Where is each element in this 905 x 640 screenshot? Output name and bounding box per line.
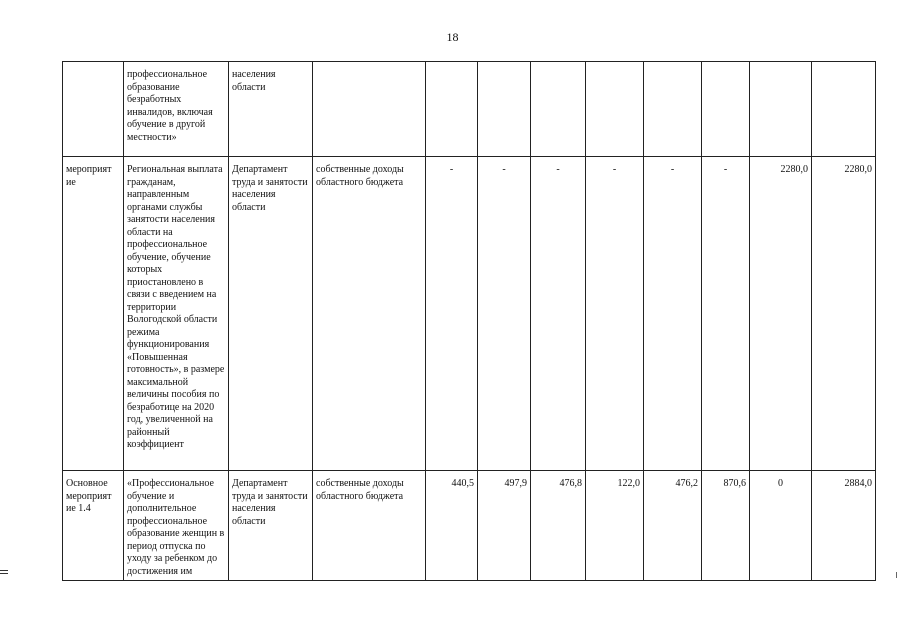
value-cell: - — [426, 157, 478, 471]
value-cell: 476,2 — [644, 471, 702, 581]
table-row — [63, 157, 876, 471]
value-cell — [426, 62, 478, 157]
value-cell: - — [702, 157, 750, 471]
value-cell — [750, 62, 812, 157]
funding-source-cell: собственные доходы областного бюджета — [313, 471, 426, 581]
funding-source-cell — [313, 62, 426, 157]
table-row — [63, 62, 876, 157]
table-row — [63, 471, 876, 581]
value-cell — [586, 62, 644, 157]
executor-cell: Департамент труда и занятости населения области — [229, 157, 313, 471]
scan-edge-mark — [896, 572, 897, 578]
value-cell — [478, 62, 531, 157]
value-cell: - — [644, 157, 702, 471]
budget-table — [62, 61, 876, 581]
row-label-cell — [63, 62, 124, 157]
scan-edge-mark — [0, 570, 8, 574]
value-cell: 476,8 — [531, 471, 586, 581]
value-cell: 0 — [750, 471, 812, 581]
value-cell: - — [531, 157, 586, 471]
measure-name-cell: «Профессиональное обучение и дополнительное профессиональное образование женщин в период отпуска по уходу за ребенком до достижения им — [124, 471, 229, 581]
value-cell: 2884,0 — [812, 471, 876, 581]
value-cell: 122,0 — [586, 471, 644, 581]
value-cell: - — [586, 157, 644, 471]
page-number: 18 — [446, 30, 459, 44]
measure-name-cell: Региональная выплата гражданам, направленным органами службы занятости населения области на профессиональное обучение, обучение которых приостановлено в связи с введением на территории Вологодской области режима функционирования «Повышенная готовность», в размере максимальной величины пособия по безработице на 2020 год, увеличенной на районный коэффициент — [124, 157, 229, 471]
value-cell — [812, 62, 876, 157]
value-cell — [702, 62, 750, 157]
value-cell: - — [478, 157, 531, 471]
value-cell: 2280,0 — [750, 157, 812, 471]
value-cell: 870,6 — [702, 471, 750, 581]
value-cell — [644, 62, 702, 157]
executor-cell: населения области — [229, 62, 313, 157]
value-cell — [531, 62, 586, 157]
value-cell: 2280,0 — [812, 157, 876, 471]
row-label-cell: Основное мероприят ие 1.4 — [63, 471, 124, 581]
value-cell: 440,5 — [426, 471, 478, 581]
value-cell: 497,9 — [478, 471, 531, 581]
measure-name-cell: профессиональное образование безработных инвалидов, включая обучение в другой местности» — [124, 62, 229, 157]
executor-cell: Департамент труда и занятости населения области — [229, 471, 313, 581]
funding-source-cell: собственные доходы областного бюджета — [313, 157, 426, 471]
row-label-cell: мероприят ие — [63, 157, 124, 471]
